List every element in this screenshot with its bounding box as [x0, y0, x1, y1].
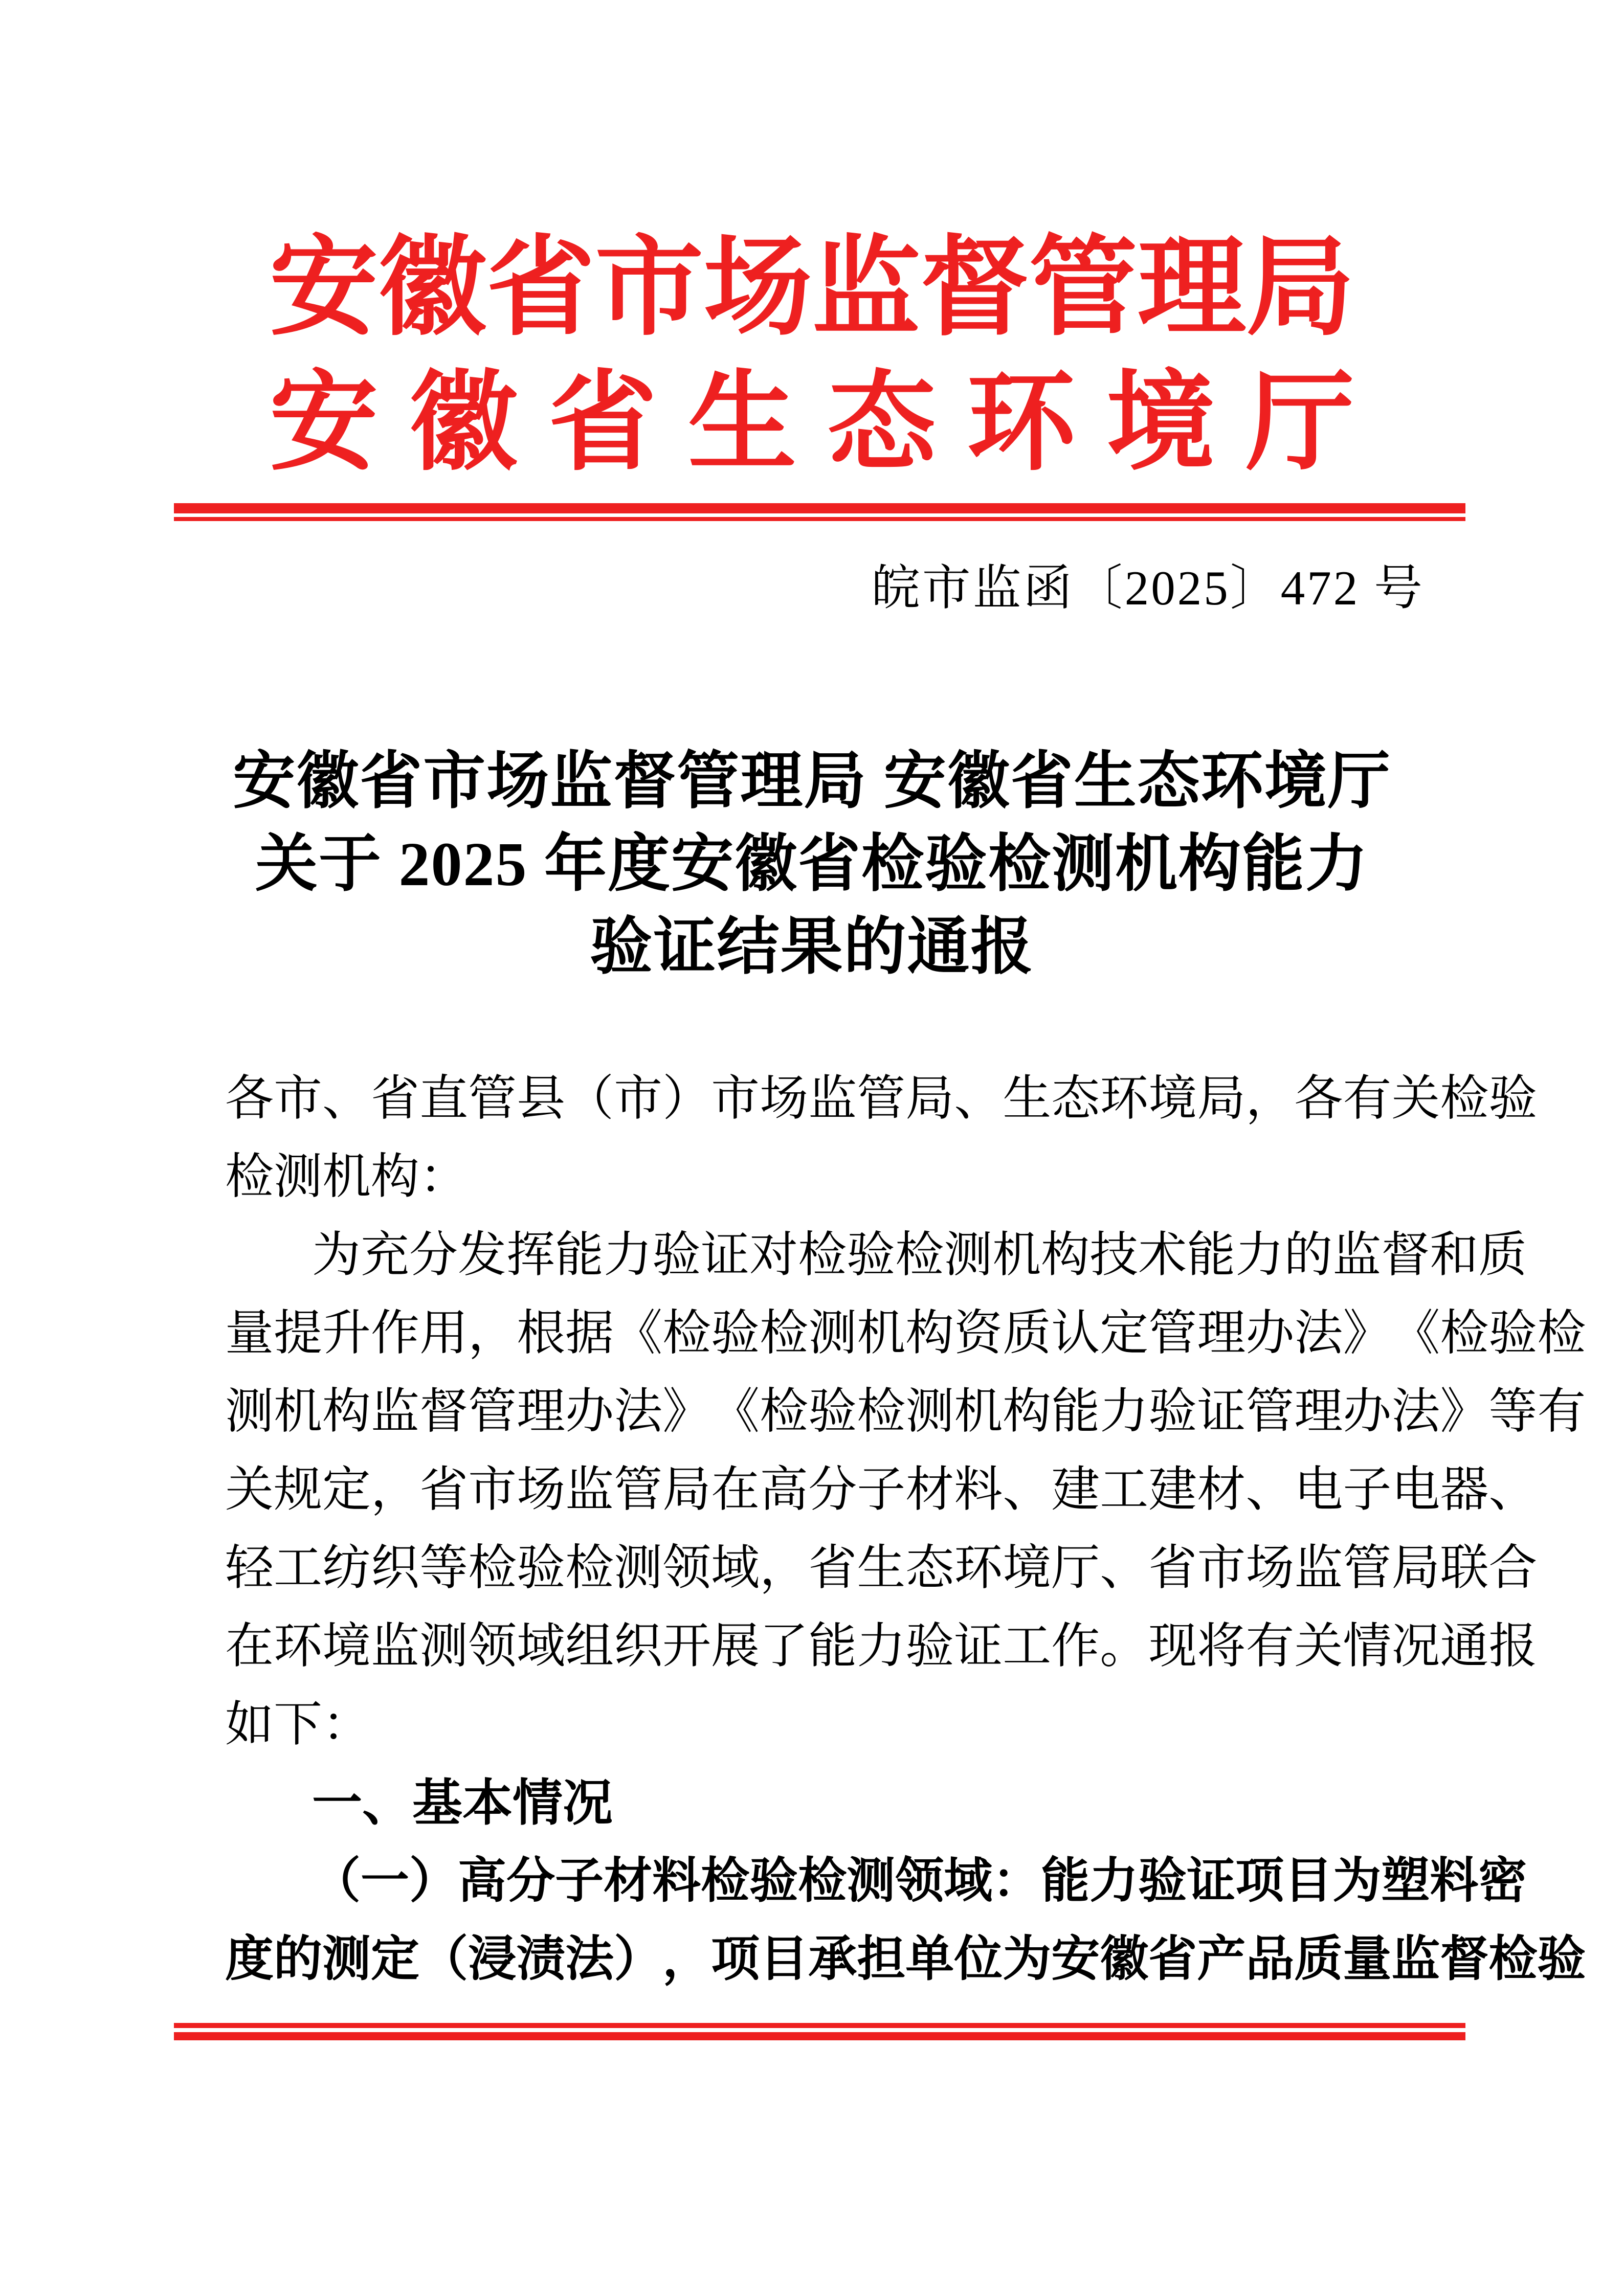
glyph: 子: [857, 1462, 906, 1517]
glyph: 器: [1440, 1462, 1489, 1517]
glyph: 有: [1343, 1071, 1392, 1126]
glyph: 市: [468, 1462, 517, 1517]
glyph: 管: [614, 1462, 663, 1517]
glyph: 位: [954, 1932, 1003, 1986]
glyph: 领: [895, 1854, 944, 1908]
glyph: 作: [371, 1306, 420, 1360]
glyph: 品: [1245, 1932, 1295, 1986]
glyph: 验: [652, 1228, 701, 1282]
glyph: 环: [274, 1619, 323, 1673]
glyph: 省: [808, 1541, 857, 1595]
glyph: 渍: [517, 1932, 566, 1986]
glyph: 安: [1051, 1932, 1100, 1986]
glyph: 。: [1100, 1619, 1149, 1673]
glyph: （: [312, 1854, 361, 1908]
glyph: 》: [1343, 1306, 1392, 1360]
glyph: 在: [225, 1619, 274, 1673]
letterhead-org-line-2: [270, 364, 1354, 483]
glyph: 领: [662, 1541, 711, 1595]
glyph: 局: [905, 1071, 954, 1126]
glyph: 分: [808, 1462, 857, 1517]
glyph: 术: [1138, 1228, 1187, 1282]
glyph: 监: [565, 1462, 614, 1517]
glyph: 力: [1235, 1228, 1284, 1282]
glyph: 料: [1430, 1854, 1479, 1908]
glyph: 《: [1391, 1306, 1440, 1360]
glyph: 轻: [225, 1541, 274, 1595]
title-line-2: 关于 2025 年度安徽省检验检测机构能力: [255, 830, 1369, 899]
glyph: 等: [1488, 1384, 1538, 1438]
glyph: 验: [517, 1541, 566, 1595]
glyph: 质: [1294, 1932, 1343, 1986]
glyph: 质: [1478, 1228, 1527, 1282]
glyph: 理: [1197, 1306, 1246, 1360]
glyph: 力: [604, 1228, 653, 1282]
glyph: 机: [992, 1228, 1041, 1282]
glyph: 检: [760, 1306, 809, 1360]
red-separator-bottom-thin-bar: [174, 2023, 1465, 2028]
glyph: 力: [1089, 1854, 1139, 1908]
glyph: 能: [1187, 1228, 1236, 1282]
glyph: 管: [857, 1071, 906, 1126]
glyph: 验: [905, 1619, 954, 1673]
red-separator-top-thin-bar: [174, 517, 1465, 521]
glyph: 能: [1041, 1854, 1090, 1908]
red-separator-bottom-gap: [174, 2028, 1465, 2032]
glyph: 各: [225, 1071, 274, 1126]
glyph: 塑: [1381, 1854, 1430, 1908]
glyph: 关: [1294, 1619, 1343, 1673]
glyph: 》: [662, 1384, 711, 1438]
glyph: 为: [1332, 1854, 1382, 1908]
glyph: ，: [371, 1462, 420, 1517]
glyph: 作: [1051, 1619, 1100, 1673]
glyph: 省: [1148, 1932, 1197, 1986]
body-line: [225, 1920, 1586, 1998]
glyph: 材: [1197, 1462, 1246, 1517]
document-body: [225, 1060, 1586, 1998]
doc-number: 皖市监函〔2025〕472 号: [871, 561, 1425, 615]
section-heading: 一、基本情况: [312, 1774, 613, 1831]
glyph: 充: [361, 1228, 410, 1282]
body-line: [225, 1372, 1586, 1451]
glyph: 场: [1245, 1541, 1295, 1595]
glyph: 检: [798, 1228, 847, 1282]
glyph: 能: [808, 1619, 857, 1673]
glyph: 检: [468, 1541, 517, 1595]
glyph: 升: [322, 1306, 371, 1360]
glyph: 等: [419, 1541, 469, 1595]
glyph: 机: [954, 1384, 1003, 1438]
glyph: 检: [662, 1306, 711, 1360]
glyph: 验: [711, 1306, 760, 1360]
glyph: 机: [274, 1384, 323, 1438]
glyph: 环: [954, 1541, 1003, 1595]
glyph: 电: [1391, 1462, 1440, 1517]
glyph: 省: [419, 1462, 469, 1517]
glyph: 合: [1488, 1541, 1538, 1595]
glyph: 法: [1391, 1384, 1440, 1438]
glyph: 测: [225, 1384, 274, 1438]
glyph: 展: [711, 1619, 760, 1673]
glyph: 生: [857, 1541, 906, 1595]
glyph: 监: [812, 228, 921, 348]
glyph: 开: [662, 1619, 711, 1673]
glyph: 领: [468, 1619, 517, 1673]
glyph: 织: [371, 1541, 420, 1595]
glyph: 验: [1537, 1932, 1586, 1986]
glyph: 验: [749, 1854, 798, 1908]
title-line-3: 验证结果的通报: [590, 913, 1034, 982]
glyph: 验: [1488, 1071, 1538, 1126]
glyph: 理: [517, 1384, 566, 1438]
glyph: 在: [711, 1462, 760, 1517]
glyph: 厅: [1051, 1541, 1100, 1595]
glyph: 监: [371, 1619, 420, 1673]
glyph: 目: [1284, 1854, 1333, 1908]
glyph: 态: [905, 1541, 954, 1595]
glyph: ，: [1245, 1071, 1295, 1126]
glyph: 监: [371, 1384, 420, 1438]
glyph: 资: [954, 1306, 1003, 1360]
document-title: [0, 740, 1624, 989]
glyph: 检: [1440, 1071, 1489, 1126]
glyph: 督: [1381, 1228, 1430, 1282]
glyph: 构: [1003, 1384, 1052, 1438]
glyph: 验: [1138, 1854, 1187, 1908]
glyph: 建: [1051, 1462, 1100, 1517]
glyph: 办: [1245, 1306, 1295, 1360]
glyph: 有: [1537, 1384, 1586, 1438]
glyph: ，: [468, 1306, 517, 1360]
glyph: 厅: [1245, 363, 1354, 483]
glyph: 监: [808, 1071, 857, 1126]
glyph: 法: [565, 1932, 614, 1986]
glyph: 度: [225, 1932, 274, 1986]
glyph: 检: [1537, 1306, 1586, 1360]
glyph: 承: [808, 1932, 857, 1986]
glyph: 关: [1391, 1071, 1440, 1126]
glyph: 测: [944, 1228, 993, 1282]
body-line: [225, 1060, 1538, 1138]
glyph: 法: [614, 1384, 663, 1438]
glyph: 密: [1478, 1854, 1527, 1908]
glyph: 力: [1100, 1384, 1149, 1438]
glyph: 料: [954, 1462, 1003, 1517]
glyph: 境: [322, 1619, 371, 1673]
glyph: 纺: [322, 1541, 371, 1595]
body-line: [225, 1294, 1586, 1372]
glyph: 验: [1488, 1306, 1538, 1360]
glyph: 力: [857, 1619, 906, 1673]
glyph: 组: [565, 1619, 614, 1673]
glyph: 联: [1440, 1541, 1489, 1595]
glyph: 安: [270, 228, 378, 348]
red-separator-top-thick-bar: [174, 503, 1465, 513]
glyph: 织: [614, 1619, 663, 1673]
glyph: 测: [419, 1619, 469, 1673]
body-line: [225, 1216, 1527, 1294]
glyph: 监: [1391, 1932, 1440, 1986]
glyph: 情: [1343, 1619, 1392, 1673]
glyph: 态: [827, 363, 936, 483]
glyph: 域: [944, 1854, 993, 1908]
glyph: ）: [409, 1854, 458, 1908]
glyph: 、: [322, 1071, 371, 1126]
glyph: 通: [1440, 1619, 1489, 1673]
glyph: 定: [322, 1462, 371, 1517]
glyph: 的: [1284, 1228, 1333, 1282]
glyph: 分: [409, 1228, 458, 1282]
glyph: 挥: [506, 1228, 555, 1282]
glyph: 检: [895, 1228, 944, 1282]
glyph: 为: [312, 1228, 361, 1282]
glyph: 子: [1343, 1462, 1392, 1517]
glyph: 的: [274, 1932, 323, 1986]
glyph: 生: [688, 363, 797, 483]
glyph: 测: [614, 1541, 663, 1595]
glyph: 局: [1391, 1541, 1440, 1595]
glyph: 各: [1294, 1071, 1343, 1126]
body-line: [225, 1607, 1538, 1685]
glyph: 检: [760, 1384, 809, 1438]
glyph: 管: [1245, 1384, 1295, 1438]
glyph: 证: [1197, 1384, 1246, 1438]
glyph: 电: [1294, 1462, 1343, 1517]
glyph: 目: [760, 1932, 809, 1986]
glyph: 态: [1051, 1071, 1100, 1126]
glyph: 况: [1391, 1619, 1440, 1673]
glyph: 测: [847, 1854, 896, 1908]
red-separator-bottom-thick-bar: [174, 2032, 1465, 2040]
glyph: （: [565, 1071, 614, 1126]
glyph: 办: [565, 1384, 614, 1438]
glyph: 徽: [378, 228, 487, 348]
glyph: （: [419, 1932, 469, 1986]
title-line-1: 安徽省市场监督管理局 安徽省生态环境厅: [233, 747, 1391, 816]
glyph: 县: [517, 1071, 566, 1126]
glyph: 》: [1440, 1384, 1489, 1438]
glyph: 用: [419, 1306, 469, 1360]
glyph: 、: [954, 1071, 1003, 1126]
glyph: 检: [798, 1854, 847, 1908]
glyph: 管: [1029, 228, 1138, 348]
glyph: 高: [458, 1854, 507, 1908]
glyph: 监: [1294, 1541, 1343, 1595]
glyph: 子: [555, 1854, 604, 1908]
glyph: 市: [274, 1071, 323, 1126]
glyph: 测: [905, 1384, 954, 1438]
glyph: 环: [967, 363, 1076, 483]
glyph: 检: [1440, 1306, 1489, 1360]
glyph: 场: [760, 1071, 809, 1126]
red-separator-bottom: [174, 2023, 1465, 2040]
glyph: 检: [1488, 1932, 1538, 1986]
glyph: 管: [468, 1384, 517, 1438]
glyph: 构: [322, 1384, 371, 1438]
glyph: 理: [1294, 1384, 1343, 1438]
glyph: 理: [1137, 228, 1246, 348]
glyph: 定: [371, 1932, 420, 1986]
glyph: ，: [760, 1541, 809, 1595]
glyph: 一: [361, 1854, 410, 1908]
glyph: 管: [1148, 1306, 1197, 1360]
glyph: 境: [1003, 1541, 1052, 1595]
glyph: 工: [1003, 1619, 1052, 1673]
glyph: 法: [1294, 1306, 1343, 1360]
glyph: 省: [371, 1071, 420, 1126]
glyph: 、: [1245, 1462, 1295, 1517]
glyph: 构: [1041, 1228, 1090, 1282]
body-line: 检测机构：: [225, 1150, 469, 1204]
glyph: 市: [711, 1071, 760, 1126]
glyph: 场: [703, 228, 812, 348]
letterhead-org-line-1: [270, 229, 1354, 348]
glyph: 证: [1187, 1854, 1236, 1908]
glyph: 管: [1343, 1541, 1392, 1595]
glyph: 质: [1003, 1306, 1052, 1360]
glyph: 检: [701, 1854, 750, 1908]
glyph: 和: [1430, 1228, 1479, 1282]
glyph: ）: [662, 1071, 711, 1126]
glyph: 局: [662, 1462, 711, 1517]
glyph: 、: [1100, 1541, 1149, 1595]
glyph: 工: [1100, 1462, 1149, 1517]
glyph: 现: [1148, 1619, 1197, 1673]
glyph: 料: [652, 1854, 701, 1908]
glyph: 能: [555, 1228, 604, 1282]
glyph: 了: [760, 1619, 809, 1673]
glyph: 市: [595, 228, 704, 348]
glyph: 工: [274, 1541, 323, 1595]
glyph: 验: [808, 1384, 857, 1438]
glyph: 报: [1488, 1619, 1538, 1673]
glyph: 场: [517, 1462, 566, 1517]
glyph: 安: [270, 363, 378, 483]
glyph: 发: [458, 1228, 507, 1282]
glyph: 省: [1148, 1541, 1197, 1595]
glyph: 环: [1100, 1071, 1149, 1126]
glyph: 单: [905, 1932, 954, 1986]
glyph: 项: [1235, 1854, 1284, 1908]
glyph: 市: [1197, 1541, 1246, 1595]
glyph: 证: [954, 1619, 1003, 1673]
glyph: 定: [1100, 1306, 1149, 1360]
glyph: 《: [614, 1306, 663, 1360]
glyph: 建: [1148, 1462, 1197, 1517]
glyph: 量: [225, 1306, 274, 1360]
body-line: [225, 1529, 1538, 1607]
glyph: 材: [905, 1462, 954, 1517]
glyph: 测: [808, 1306, 857, 1360]
glyph: 提: [274, 1306, 323, 1360]
glyph: 检: [565, 1541, 614, 1595]
glyph: 机: [857, 1306, 906, 1360]
glyph: 市: [614, 1071, 663, 1126]
glyph: 省: [486, 228, 595, 348]
glyph: 检: [857, 1384, 906, 1438]
glyph: 徽: [409, 363, 518, 483]
glyph: 办: [1343, 1384, 1392, 1438]
glyph: 项: [711, 1932, 760, 1986]
glyph: 根: [517, 1306, 566, 1360]
glyph: 对: [749, 1228, 798, 1282]
glyph: 将: [1197, 1619, 1246, 1673]
glyph: 浸: [468, 1932, 517, 1986]
glyph: ：: [992, 1854, 1041, 1908]
glyph: 证: [701, 1228, 750, 1282]
glyph: 《: [711, 1384, 760, 1438]
glyph: ，: [662, 1932, 711, 1986]
glyph: 能: [1051, 1384, 1100, 1438]
glyph: 分: [506, 1854, 555, 1908]
glyph: 管: [468, 1071, 517, 1126]
red-separator-top-gap: [174, 513, 1465, 517]
glyph: 督: [419, 1384, 469, 1438]
glyph: 局: [1245, 228, 1354, 348]
glyph: 关: [225, 1462, 274, 1517]
glyph: 测: [322, 1932, 371, 1986]
red-separator-top: [174, 503, 1465, 521]
glyph: 省: [548, 363, 657, 483]
glyph: 徽: [1100, 1932, 1149, 1986]
glyph: 技: [1089, 1228, 1139, 1282]
glyph: 高: [760, 1462, 809, 1517]
glyph: 据: [565, 1306, 614, 1360]
glyph: 境: [1106, 363, 1215, 483]
body-line: [225, 1451, 1538, 1529]
glyph: 域: [517, 1619, 566, 1673]
glyph: ）: [614, 1932, 663, 1986]
glyph: 规: [274, 1462, 323, 1517]
body-line: [225, 1842, 1527, 1920]
glyph: 生: [1003, 1071, 1052, 1126]
glyph: 局: [1197, 1071, 1246, 1126]
glyph: 为: [1003, 1932, 1052, 1986]
glyph: 担: [857, 1932, 906, 1986]
glyph: 验: [1148, 1384, 1197, 1438]
glyph: 、: [1003, 1462, 1052, 1517]
glyph: 督: [1440, 1932, 1489, 1986]
glyph: 量: [1343, 1932, 1392, 1986]
glyph: 有: [1245, 1619, 1295, 1673]
glyph: 构: [905, 1306, 954, 1360]
glyph: 、: [1488, 1462, 1538, 1517]
glyph: 验: [847, 1228, 896, 1282]
glyph: 材: [604, 1854, 653, 1908]
glyph: 域: [711, 1541, 760, 1595]
glyph: 认: [1051, 1306, 1100, 1360]
glyph: 督: [920, 228, 1029, 348]
glyph: 境: [1148, 1071, 1197, 1126]
glyph: 监: [1332, 1228, 1382, 1282]
glyph: 直: [419, 1071, 469, 1126]
body-line: 如下：: [225, 1697, 371, 1751]
glyph: 产: [1197, 1932, 1246, 1986]
